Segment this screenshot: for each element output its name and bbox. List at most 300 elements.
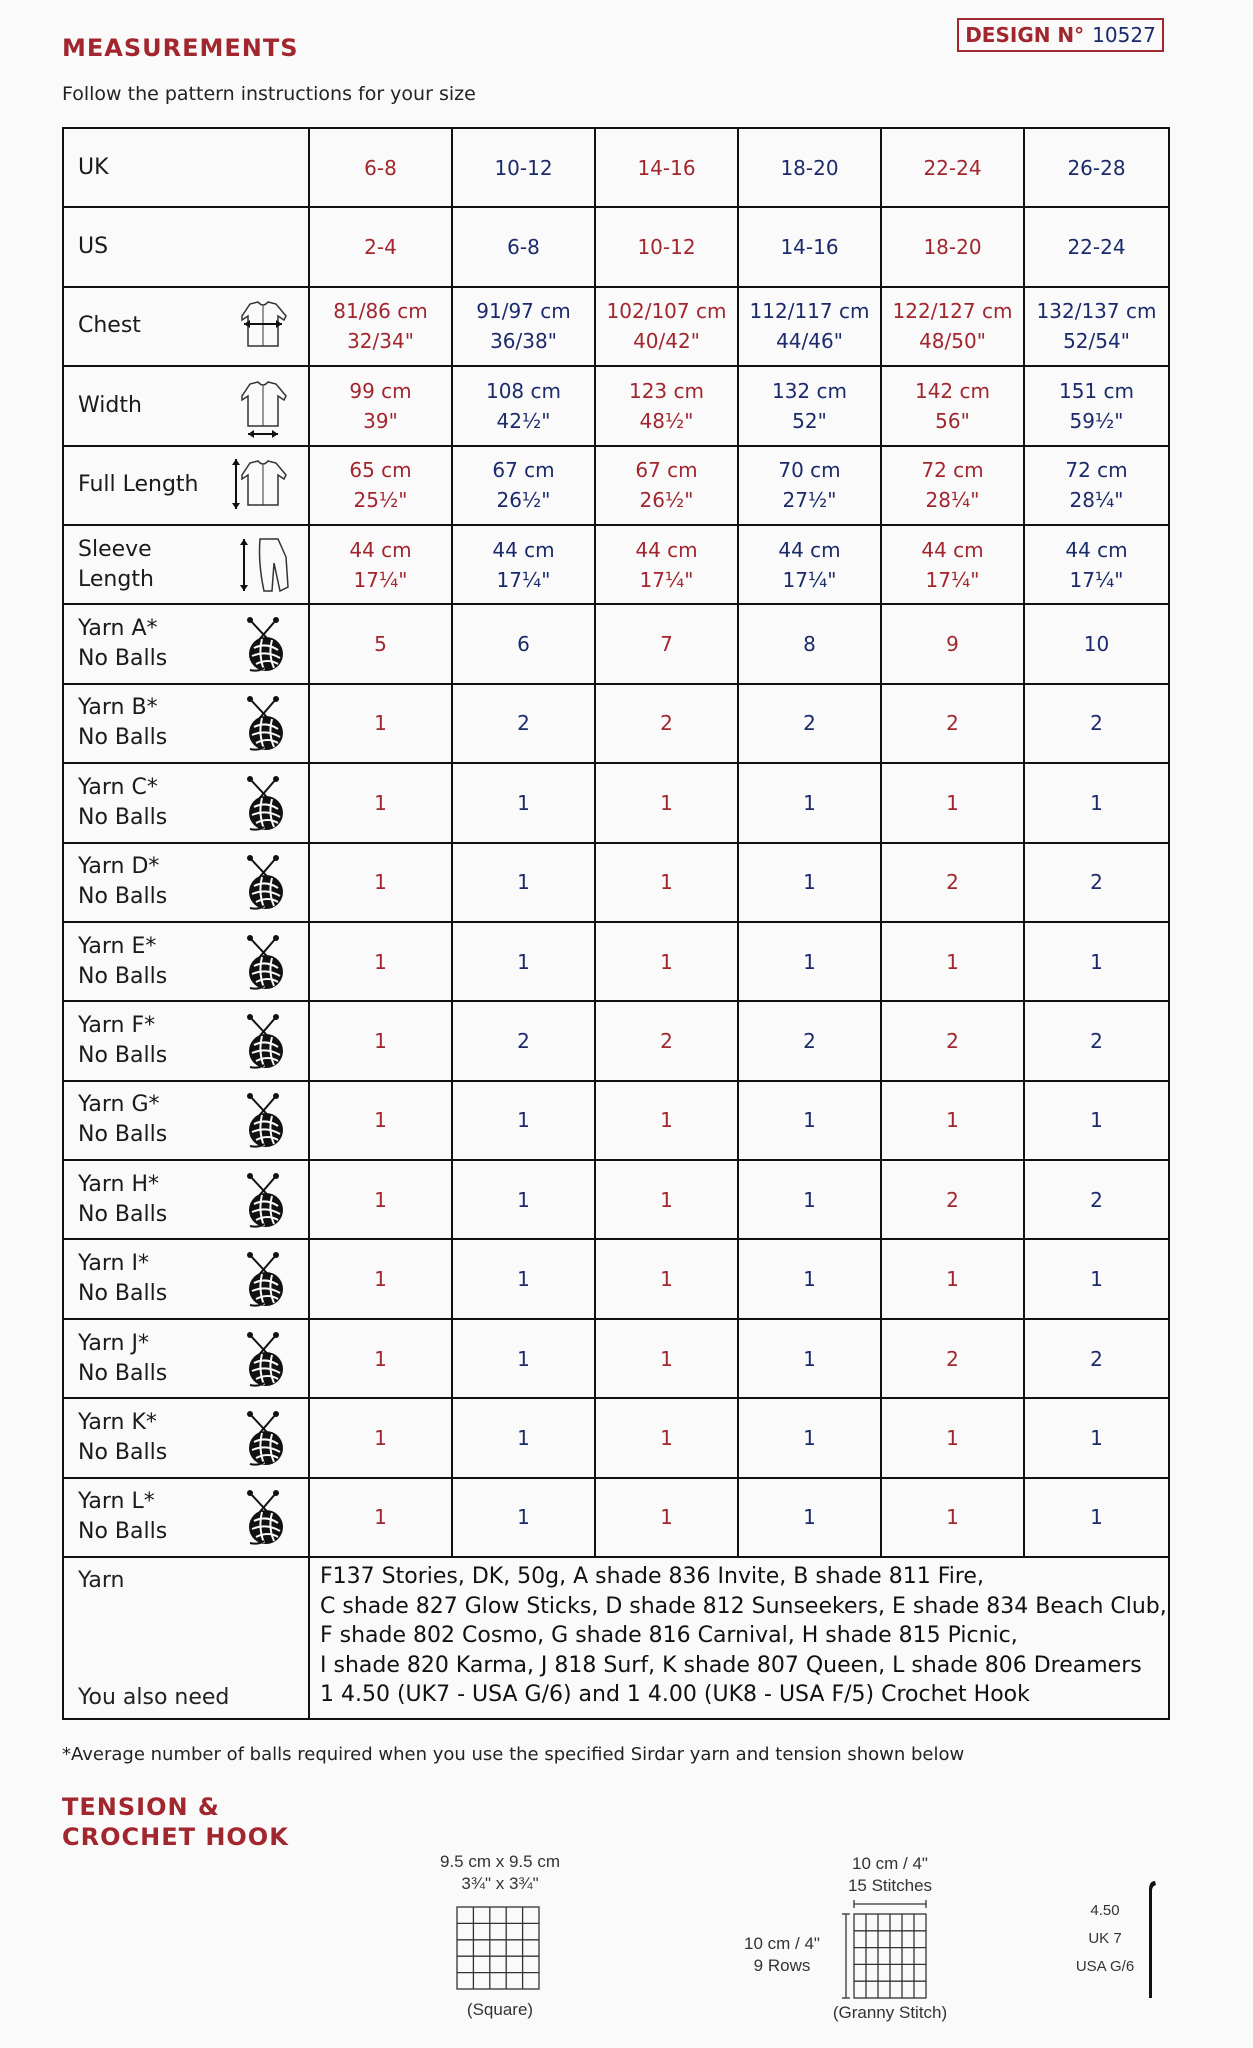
yarn-label: Yarn I* No Balls: [78, 1251, 168, 1307]
yarn-label-cell: [63, 843, 309, 922]
measurement-cell: [738, 287, 881, 366]
uk-size-cell: [1024, 128, 1169, 207]
yarn-label: Yarn B* No Balls: [78, 695, 168, 751]
yarn-ball-icon: [228, 1168, 298, 1232]
yarn-ball-icon: [228, 612, 298, 676]
ball-count-cell: [595, 684, 738, 763]
measurement-label-cell: [63, 287, 309, 366]
yarn-ball-icon: [228, 930, 298, 994]
ball-count: 1: [803, 1505, 816, 1530]
measurement-cm: 44 cm: [778, 537, 841, 562]
yarn-label-cell: [63, 763, 309, 842]
measurement-inches: 59½": [1069, 408, 1124, 433]
measurement-cm: 102/107 cm: [606, 299, 727, 324]
ball-count: 10: [1083, 632, 1110, 657]
us-size-value: 10-12: [637, 235, 696, 260]
yarn-label: Yarn F* No Balls: [78, 1012, 168, 1068]
yarn-info-label-cell: [63, 1557, 309, 1719]
yarn-row: [63, 1398, 1169, 1477]
measurement-inches: 26½": [639, 488, 694, 513]
ball-count-cell: [1024, 1478, 1169, 1557]
ball-count: 1: [660, 1108, 673, 1133]
measurement-inches: 32/34": [347, 329, 414, 354]
yarn-label: Yarn J* No Balls: [78, 1330, 168, 1386]
ball-count-cell: [595, 922, 738, 1001]
yarn-label-cell: [63, 1160, 309, 1239]
granny-top-1: 10 cm / 4": [852, 1854, 928, 1873]
ball-count-cell: [452, 604, 595, 683]
ball-count-cell: [1024, 684, 1169, 763]
ball-count-cell: [1024, 1160, 1169, 1239]
measurement-cell: [1024, 287, 1169, 366]
ball-count: 1: [803, 1108, 816, 1133]
measurement-cm: 67 cm: [635, 458, 698, 483]
uk-size-value: 22-24: [923, 155, 982, 180]
yarn-info-row: [63, 1557, 1169, 1719]
ball-count-cell: [452, 1239, 595, 1318]
ball-count: 1: [374, 1028, 387, 1053]
ball-count-cell: [1024, 604, 1169, 683]
measurement-cell: [881, 366, 1024, 445]
us-label: US: [78, 234, 109, 260]
ball-count-cell: [738, 1239, 881, 1318]
ball-count-cell: [738, 843, 881, 922]
ball-count-cell: [738, 1398, 881, 1477]
yarn-row: [63, 684, 1169, 763]
ball-count: 2: [517, 1028, 530, 1053]
measurement-inches: 17¼": [639, 567, 694, 592]
ball-count-cell: [1024, 1001, 1169, 1080]
ball-count: 9: [946, 632, 959, 657]
ball-count-cell: [309, 684, 452, 763]
measurement-cm: 70 cm: [778, 458, 841, 483]
measurement-inches: 17¼": [925, 567, 980, 592]
ball-count-cell: [452, 684, 595, 763]
measurement-cell: [452, 287, 595, 366]
ball-count: 1: [803, 1267, 816, 1292]
ball-count-cell: [309, 922, 452, 1001]
measurement-cell: [881, 525, 1024, 604]
us-size-cell: [738, 207, 881, 286]
ball-count: 1: [374, 1108, 387, 1133]
yarn-info-line: F shade 802 Cosmo, G shade 816 Carnival, H shade 815 Picnic,: [320, 1623, 1018, 1649]
uk-size-cell: [595, 128, 738, 207]
design-number: 10527: [1092, 23, 1156, 47]
granny-caption: (Granny Stitch): [832, 2003, 948, 2022]
ball-count-cell: [881, 763, 1024, 842]
measurement-cm: 123 cm: [628, 378, 704, 403]
measurement-cm: 151 cm: [1058, 378, 1134, 403]
measurement-cell: [309, 287, 452, 366]
measurement-inches: 52/54": [1063, 329, 1130, 354]
ball-count-cell: [1024, 763, 1169, 842]
measurement-cell: [309, 446, 452, 525]
yarn-row: [63, 1319, 1169, 1398]
measurement-cm: 44 cm: [349, 537, 412, 562]
measurement-cell: [1024, 525, 1169, 604]
ball-count-cell: [309, 843, 452, 922]
ball-count-cell: [595, 1398, 738, 1477]
ball-count-cell: [881, 1160, 1024, 1239]
intro-text: Follow the pattern instructions for your size: [62, 83, 476, 105]
uk-size-cell: [881, 128, 1024, 207]
ball-count: 2: [946, 1346, 959, 1371]
yarn-info-line: F137 Stories, DK, 50g, A shade 836 Invite, B shade 811 Fire,: [320, 1564, 984, 1590]
measurement-inches: 25½": [353, 488, 408, 513]
ball-count-cell: [595, 1081, 738, 1160]
ball-count: 2: [946, 1028, 959, 1053]
measurement-inches: 56": [935, 408, 970, 433]
ball-count-cell: [881, 1239, 1024, 1318]
ball-count: 1: [517, 1267, 530, 1292]
tension-heading-line-2: CROCHET HOOK: [62, 1823, 289, 1851]
ball-count-cell: [881, 684, 1024, 763]
ball-count: 1: [517, 870, 530, 895]
ball-count: 1: [517, 1425, 530, 1450]
yarn-label: Yarn H* No Balls: [78, 1171, 168, 1227]
ball-count: 1: [1090, 1505, 1103, 1530]
crochet-hook-icon: [1140, 1878, 1160, 2000]
granny-grid-diagram: [840, 1900, 940, 2002]
ball-count: 1: [803, 949, 816, 974]
ball-count-cell: [738, 763, 881, 842]
ball-count: 7: [660, 632, 673, 657]
measurement-inches: 48½": [639, 408, 694, 433]
measurement-cm: 65 cm: [349, 458, 412, 483]
ball-count-cell: [1024, 922, 1169, 1001]
measurement-cell: [738, 366, 881, 445]
ball-count-cell: [309, 1398, 452, 1477]
ball-count-cell: [881, 1398, 1024, 1477]
ball-count: 1: [517, 790, 530, 815]
measurement-label-cell: [63, 366, 309, 445]
yarn-label: Yarn L* No Balls: [78, 1489, 168, 1545]
measurement-inches: 17¼": [353, 567, 408, 592]
measurement-label: Sleeve Length: [78, 536, 154, 592]
yarn-row: [63, 604, 1169, 683]
ball-count: 1: [946, 949, 959, 974]
ball-count-cell: [881, 843, 1024, 922]
measurement-cm: 44 cm: [1065, 537, 1128, 562]
us-size-value: 2-4: [364, 235, 397, 260]
measurement-cell: [595, 366, 738, 445]
ball-count: 1: [374, 870, 387, 895]
ball-count-cell: [738, 1478, 881, 1557]
yarn-row: [63, 763, 1169, 842]
yarn-label-cell: [63, 1001, 309, 1080]
ball-count: 1: [374, 790, 387, 815]
ball-count: 1: [374, 1187, 387, 1212]
granny-top-2: 15 Stitches: [847, 1876, 933, 1895]
yarn-row: [63, 922, 1169, 1001]
ball-count: 1: [374, 1346, 387, 1371]
us-label-cell: [63, 207, 309, 286]
yarn-label-cell: [63, 922, 309, 1001]
ball-count: 2: [946, 711, 959, 736]
ball-count-cell: [309, 1319, 452, 1398]
uk-size-row: [63, 128, 1169, 207]
ball-count-cell: [738, 922, 881, 1001]
ball-count: 1: [803, 870, 816, 895]
ball-count: 1: [1090, 1425, 1103, 1450]
uk-label-cell: [63, 128, 309, 207]
ball-count: 8: [803, 632, 816, 657]
hook-uk: UK 7: [1088, 1930, 1122, 1947]
ball-count: 1: [803, 1346, 816, 1371]
ball-count-cell: [595, 1319, 738, 1398]
ball-count: 1: [660, 1505, 673, 1530]
ball-count-cell: [881, 922, 1024, 1001]
yarn-ball-icon: [228, 691, 298, 755]
yarn-info-line: C shade 827 Glow Sticks, D shade 812 Sunseekers, E shade 834 Beach Club,: [320, 1593, 1167, 1619]
measurement-row: [63, 446, 1169, 525]
square-size-cm: 9.5 cm x 9.5 cm: [440, 1852, 560, 1871]
us-size-cell: [881, 207, 1024, 286]
yarn-label-cell: [63, 1319, 309, 1398]
ball-count-cell: [1024, 1319, 1169, 1398]
ball-count: 1: [660, 790, 673, 815]
measurement-cell: [1024, 366, 1169, 445]
ball-count-cell: [595, 1239, 738, 1318]
yarn-ball-icon: [228, 850, 298, 914]
page-title: MEASUREMENTS: [62, 34, 299, 62]
measurement-label: Full Length: [78, 472, 199, 498]
measurement-cell: [595, 287, 738, 366]
measurement-inches: 42½": [496, 408, 551, 433]
uk-size-value: 6-8: [364, 155, 397, 180]
ball-count-cell: [309, 1239, 452, 1318]
ball-count: 1: [1090, 790, 1103, 815]
yarn-label: Yarn E* No Balls: [78, 933, 168, 989]
chest-icon: [228, 294, 298, 358]
ball-count-cell: [309, 1081, 452, 1160]
uk-size-cell: [309, 128, 452, 207]
yarn-row: [63, 1160, 1169, 1239]
ball-count-cell: [1024, 1239, 1169, 1318]
granny-side-2: 9 Rows: [753, 1956, 811, 1975]
measurement-cell: [452, 525, 595, 604]
design-number-box: [957, 18, 1164, 52]
ball-count: 1: [517, 1505, 530, 1530]
yarn-info-line: I shade 820 Karma, J 818 Surf, K shade 807 Queen, L shade 806 Dreamers: [320, 1652, 1142, 1678]
ball-count-cell: [452, 1478, 595, 1557]
ball-count-cell: [881, 1081, 1024, 1160]
ball-count-cell: [452, 922, 595, 1001]
ball-count-cell: [881, 1478, 1024, 1557]
ball-count-cell: [452, 763, 595, 842]
ball-count-cell: [452, 1001, 595, 1080]
yarn-row: [63, 1001, 1169, 1080]
ball-count-cell: [309, 1160, 452, 1239]
ball-count: 2: [660, 1028, 673, 1053]
uk-size-value: 18-20: [780, 155, 839, 180]
ball-count-cell: [881, 604, 1024, 683]
ball-count: 2: [946, 1187, 959, 1212]
us-size-value: 6-8: [507, 235, 540, 260]
measurement-inches: 44/46": [776, 329, 843, 354]
yarn-label-cell: [63, 1239, 309, 1318]
ball-count: 1: [946, 1108, 959, 1133]
ball-count: 1: [946, 1505, 959, 1530]
ball-count: 1: [517, 949, 530, 974]
ball-count: 1: [374, 1505, 387, 1530]
measurement-cm: 99 cm: [349, 378, 412, 403]
measurement-inches: 40/42": [633, 329, 700, 354]
ball-count: 1: [660, 1187, 673, 1212]
sleeve-icon: [228, 533, 298, 597]
tension-heading-line-1: TENSION &: [62, 1793, 220, 1821]
measurement-inches: 39": [363, 408, 398, 433]
yarn-label-cell: [63, 684, 309, 763]
ball-count-cell: [595, 843, 738, 922]
measurement-cm: 44 cm: [921, 537, 984, 562]
uk-size-cell: [738, 128, 881, 207]
yarn-ball-icon: [228, 1088, 298, 1152]
footnote: *Average number of balls required when you use the specified Sirdar yarn and tension shown below: [62, 1744, 965, 1765]
ball-count: 6: [517, 632, 530, 657]
us-size-value: 22-24: [1067, 235, 1126, 260]
ball-count: 1: [374, 1425, 387, 1450]
yarn-ball-icon: [228, 1485, 298, 1549]
yarn-row: [63, 1478, 1169, 1557]
ball-count: 1: [803, 1187, 816, 1212]
ball-count: 1: [660, 870, 673, 895]
ball-count: 2: [1090, 1187, 1103, 1212]
square-caption: (Square): [466, 2000, 534, 2019]
ball-count-cell: [309, 1001, 452, 1080]
ball-count: 2: [660, 711, 673, 736]
ball-count: 1: [803, 790, 816, 815]
ball-count-cell: [595, 1478, 738, 1557]
measurement-inches: 28¼": [1069, 488, 1124, 513]
yarn-label: Yarn D* No Balls: [78, 854, 168, 910]
yarn-label: Yarn A* No Balls: [78, 616, 168, 672]
us-size-cell: [595, 207, 738, 286]
ball-count: 1: [946, 1267, 959, 1292]
ball-count: 1: [1090, 1108, 1103, 1133]
yarn-ball-icon: [228, 1327, 298, 1391]
ball-count: 2: [803, 1028, 816, 1053]
yarn-label-cell: [63, 1478, 309, 1557]
uk-size-cell: [452, 128, 595, 207]
ball-count-cell: [452, 1319, 595, 1398]
also-need-text: 1 4.50 (UK7 - USA G/6) and 1 4.00 (UK8 - USA F/5) Crochet Hook: [320, 1682, 1030, 1708]
ball-count-cell: [595, 604, 738, 683]
measurement-label: Width: [78, 392, 142, 418]
us-size-cell: [1024, 207, 1169, 286]
measurement-cm: 72 cm: [1065, 458, 1128, 483]
tension-heading: [62, 1792, 289, 1852]
yarn-ball-icon: [228, 1009, 298, 1073]
yarn-row: [63, 1239, 1169, 1318]
measurement-cm: 132/137 cm: [1036, 299, 1157, 324]
measurement-label: Chest: [78, 313, 141, 339]
measurement-row: [63, 366, 1169, 445]
ball-count: 1: [946, 1425, 959, 1450]
ball-count-cell: [452, 1398, 595, 1477]
yarn-row: [63, 1081, 1169, 1160]
ball-count-cell: [738, 684, 881, 763]
ball-count: 1: [517, 1108, 530, 1133]
measurement-cm: 132 cm: [771, 378, 847, 403]
ball-count: 2: [1090, 870, 1103, 895]
ball-count: 1: [946, 790, 959, 815]
us-size-cell: [309, 207, 452, 286]
measurement-cm: 122/127 cm: [892, 299, 1013, 324]
ball-count: 2: [517, 711, 530, 736]
measurement-cell: [452, 446, 595, 525]
measurement-inches: 17¼": [1069, 567, 1124, 592]
ball-count: 1: [660, 949, 673, 974]
measurement-inches: 28¼": [925, 488, 980, 513]
ball-count-cell: [309, 604, 452, 683]
us-size-value: 14-16: [780, 235, 839, 260]
ball-count: 1: [660, 1346, 673, 1371]
yarn-ball-icon: [228, 771, 298, 835]
ball-count-cell: [1024, 1081, 1169, 1160]
ball-count: 1: [374, 711, 387, 736]
ball-count: 1: [517, 1187, 530, 1212]
measurement-cell: [881, 446, 1024, 525]
yarn-label: Yarn C* No Balls: [78, 774, 168, 830]
measurements-table: [62, 127, 1170, 1720]
design-label: DESIGN N°: [965, 23, 1085, 47]
ball-count: 1: [517, 1346, 530, 1371]
measurement-cm: 44 cm: [492, 537, 555, 562]
ball-count: 1: [660, 1267, 673, 1292]
ball-count-cell: [881, 1319, 1024, 1398]
ball-count-cell: [595, 1160, 738, 1239]
measurement-cell: [738, 446, 881, 525]
yarn-ball-icon: [228, 1406, 298, 1470]
length-icon: [228, 453, 298, 517]
ball-count-cell: [738, 604, 881, 683]
measurement-label-cell: [63, 525, 309, 604]
measurement-row: [63, 287, 1169, 366]
measurement-inches: 27½": [782, 488, 837, 513]
yarn-label: Yarn K* No Balls: [78, 1409, 168, 1465]
uk-size-value: 10-12: [494, 155, 553, 180]
width-icon: [228, 374, 298, 438]
hook-usa: USA G/6: [1075, 1958, 1135, 1975]
measurement-cm: 108 cm: [485, 378, 561, 403]
measurement-inches: 48/50": [919, 329, 986, 354]
ball-count-cell: [595, 1001, 738, 1080]
us-size-row: [63, 207, 1169, 286]
ball-count: 2: [1090, 711, 1103, 736]
uk-label: UK: [78, 154, 109, 180]
ball-count-cell: [738, 1081, 881, 1160]
ball-count-cell: [452, 1081, 595, 1160]
ball-count-cell: [452, 1160, 595, 1239]
ball-count-cell: [1024, 843, 1169, 922]
ball-count: 2: [1090, 1346, 1103, 1371]
ball-count-cell: [1024, 1398, 1169, 1477]
measurement-cm: 67 cm: [492, 458, 555, 483]
measurement-cell: [309, 366, 452, 445]
ball-count-cell: [595, 763, 738, 842]
ball-count-cell: [738, 1319, 881, 1398]
measurement-cm: 91/97 cm: [476, 299, 571, 324]
square-size-in: 3¾" x 3¾": [461, 1874, 539, 1893]
yarn-label-cell: [63, 1398, 309, 1477]
ball-count-cell: [881, 1001, 1024, 1080]
measurement-row: [63, 525, 1169, 604]
ball-count: 1: [1090, 949, 1103, 974]
yarn-info-text: [309, 1557, 1169, 1719]
ball-count: 1: [374, 949, 387, 974]
also-need-label: You also need: [78, 1685, 230, 1711]
